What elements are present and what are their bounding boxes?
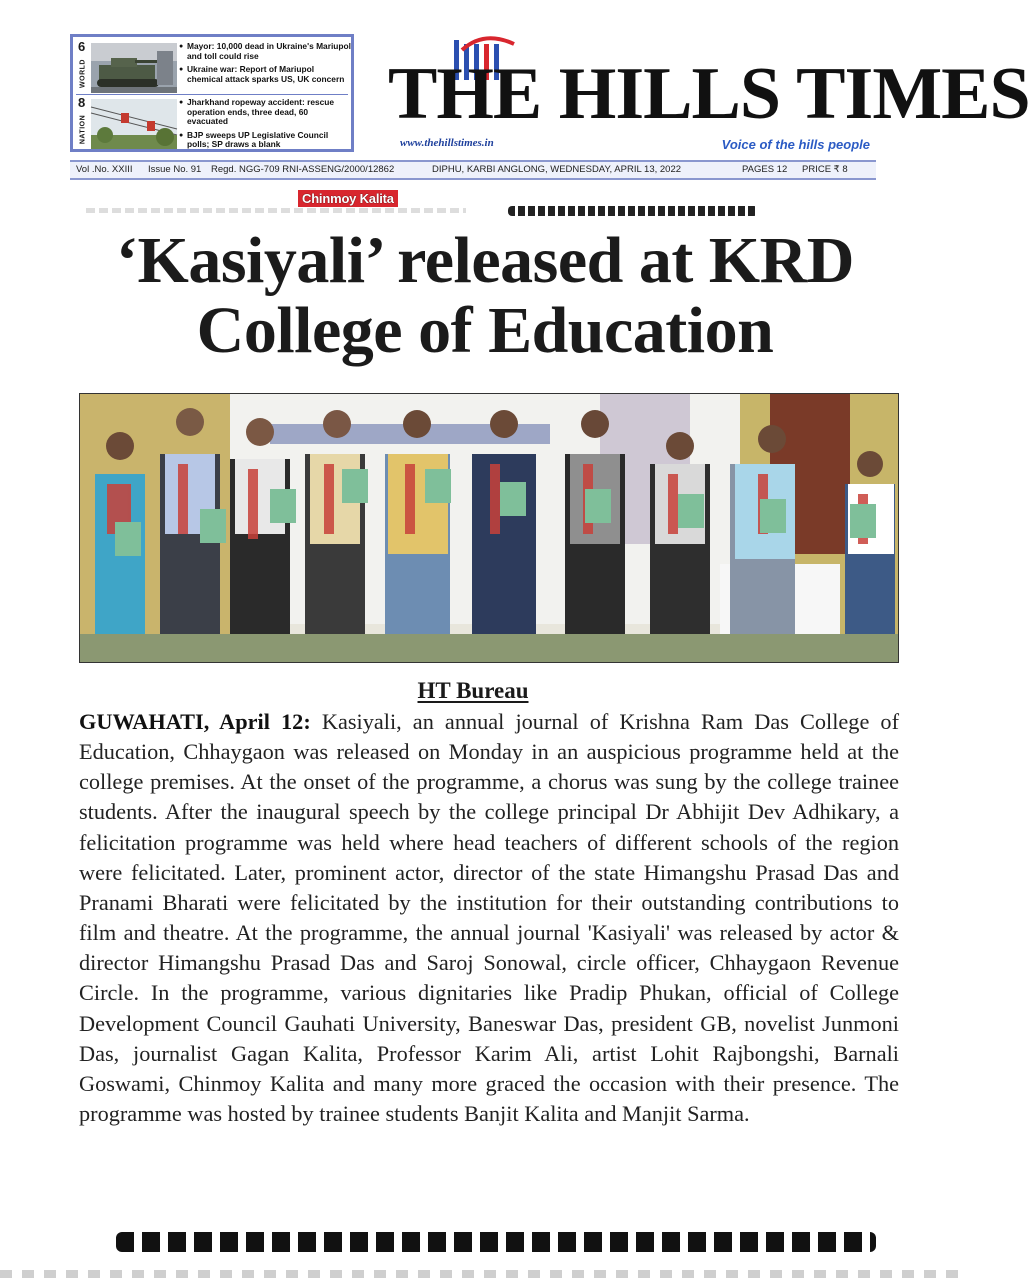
cut-off-text-fragment xyxy=(0,1270,960,1278)
credit-tag: Chinmoy Kalita xyxy=(298,190,398,207)
teaser-divider xyxy=(76,94,348,95)
section-label: WORLD xyxy=(79,59,87,88)
section-label: NATION xyxy=(79,114,87,145)
website-link[interactable]: www.thehillstimes.in xyxy=(400,137,494,149)
teaser-nation[interactable] xyxy=(73,96,351,151)
dateline-place-date: DIPHU, KARBI ANGLONG, WEDNESDAY, APRIL 13, 2022 xyxy=(432,164,682,175)
teaser-item[interactable]: ● Mayor: 10,000 dead in Ukraine's Mariupol and toll could rise xyxy=(179,42,351,61)
registration-number: Regd. NGG-709 RNI-ASSENG/2000/12862 xyxy=(211,164,395,175)
section-marker xyxy=(77,96,91,151)
price: PRICE ₹ 8 xyxy=(802,164,848,175)
article-body-text: Kasiyali, an annual journal of Krishna Ram Das College of Education, Chhaygaon was released on Monday in an auspicious programme held at the college premises. At the onset of the programme, a chorus was sung by the college trainee students. After the inaugural speech by the college principal Dr Abhijit Dev Adhikary, a felicitation programme was held where head teachers of different schools of the region were felicitated. Later, prominent actor, director of the state Himangshu Prasad Das and Pranami Bharati were felicitated by the institution for their outstanding contributions to film and theatre. At the programme, the annual journal 'Kasiyali' was released by actor & director Himangshu Prasad Das and Saroj Sonowal, circle officer, Chhaygaon Revenue Circle. In the programme, various dignitaries like Pradip Phukan, official of College Development Council Gauhati University, Baneswar Das, president GB, novelist Junmoni Das, journalist Gagan Kalita, Professor Karim Ali, artist Lohit Rajbongshi, Barnali Goswami, Chinmoy Kalita and many more graced the occasion with their presence. The programme was hosted by trainee students Banjit Kalita and Manjit Sarma. xyxy=(79,709,900,1127)
page-number: 8 xyxy=(78,95,86,110)
cut-off-next-headline xyxy=(116,1226,876,1240)
ropeway-thumbnail-image xyxy=(91,99,177,149)
issue-number: Issue No. 91 xyxy=(148,164,202,175)
teaser-item[interactable]: ● BJP sweeps UP Legislative Council polls; SP draws a blank xyxy=(179,131,351,150)
teaser-world[interactable] xyxy=(73,40,351,95)
teaser-box xyxy=(70,34,354,152)
cut-off-text-fragment xyxy=(86,208,466,213)
byline-text: HT Bureau xyxy=(417,678,529,703)
cut-off-text-fragment xyxy=(508,200,758,212)
teaser-item[interactable]: ● Jharkhand ropeway accident: rescue operation ends, three dead, 60 evacuated xyxy=(179,98,351,127)
article-headline: ‘Kasiyali’ released at KRD College of Education xyxy=(116,224,854,367)
teaser-item[interactable]: ● Ukraine war: Report of Mariupol chemical attack sparks US, UK concern xyxy=(179,65,351,84)
masthead-tagline: Voice of the hills people xyxy=(721,137,870,152)
page-number: 6 xyxy=(78,39,86,54)
event-photograph xyxy=(79,393,899,663)
section-marker xyxy=(77,40,91,95)
issue-info-bar xyxy=(70,160,876,180)
page-count: PAGES 12 xyxy=(742,164,788,175)
teaser-items xyxy=(179,42,351,88)
article-dateline: GUWAHATI, April 12: xyxy=(79,709,311,734)
teaser-items xyxy=(179,98,351,154)
volume-number: Vol .No. XXIII xyxy=(76,164,133,175)
group-photo-image xyxy=(80,394,898,662)
article-body xyxy=(79,707,899,1129)
article-byline xyxy=(0,678,960,704)
tank-thumbnail-image xyxy=(91,43,177,93)
newspaper-title: THE HILLS TIMES xyxy=(388,53,1030,135)
